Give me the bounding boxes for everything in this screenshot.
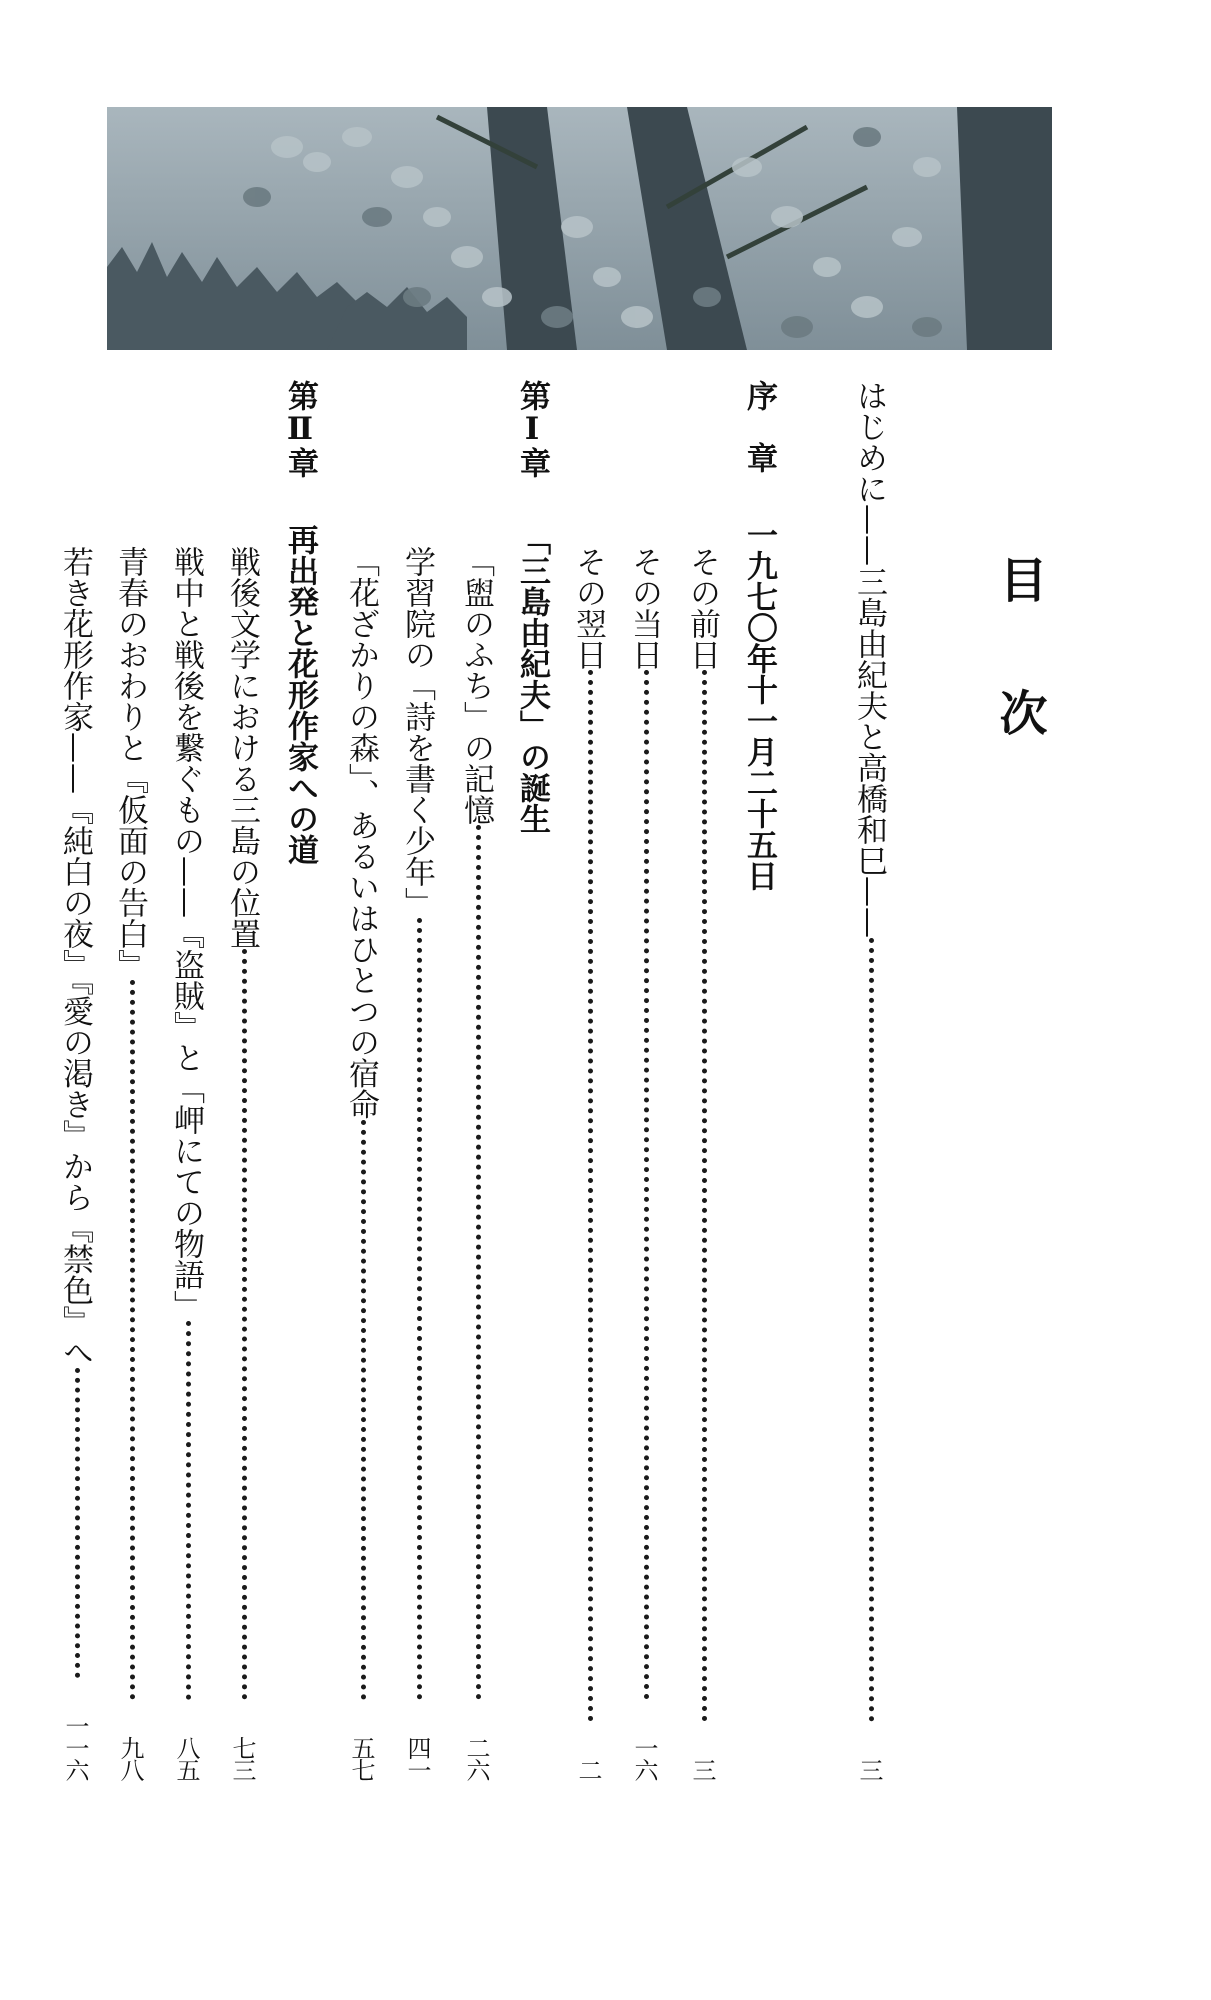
toc-entry-line <box>678 380 726 1780</box>
toc-entry-line <box>620 380 668 1780</box>
page-number: 三 <box>688 1758 716 1780</box>
chapter-number: 第Ⅰ章 <box>514 380 550 478</box>
page-number: 一一六 <box>61 1714 89 1780</box>
dot-leader <box>702 670 707 1722</box>
toc-entry-line <box>106 380 154 1780</box>
toc-entry[interactable] <box>620 380 668 1800</box>
toc-entry <box>276 380 324 1800</box>
dot-leader <box>869 938 874 1722</box>
toc-entry-line <box>162 380 210 1780</box>
toc-entry[interactable] <box>51 380 99 1800</box>
page-number: 三 <box>855 1758 883 1780</box>
section-title: その当日 <box>626 546 662 670</box>
dot-leader <box>644 670 649 1700</box>
section-title: その前日 <box>684 546 720 670</box>
toc-entry-line <box>51 380 99 1780</box>
dot-leader <box>588 670 593 1722</box>
toc-entry-line <box>452 380 500 1780</box>
section-title: その翌日 <box>570 546 606 670</box>
section-title: 青春のおわりと『仮面の告白』 <box>112 546 148 980</box>
page-number: 七三 <box>228 1736 256 1780</box>
toc-entry-line <box>845 380 893 1780</box>
toc-entry-line <box>393 380 441 1780</box>
dot-leader <box>361 1120 366 1701</box>
section-title: 戦後文学における三島の位置 <box>224 546 260 949</box>
toc-entry-line <box>564 380 612 1780</box>
page-number: 四一 <box>403 1736 431 1780</box>
toc-entry-line <box>735 380 783 1780</box>
dot-leader <box>476 825 481 1700</box>
section-title: 学習院の「詩を書く少年」 <box>399 546 435 918</box>
toc-entry-line <box>276 380 324 1780</box>
toc-entry <box>508 380 556 1800</box>
chapter-title: 再出発と花形作家への道 <box>282 524 318 865</box>
toc-entry-line <box>508 380 556 1780</box>
dot-leader <box>130 980 135 1700</box>
page-number: 二 <box>574 1758 602 1780</box>
dot-leader <box>417 918 422 1700</box>
section-title: 「花ざかりの森」、あるいはひとつの宿命 <box>343 546 379 1120</box>
chapter-title: 「三島由紀夫」の誕生 <box>514 524 550 834</box>
toc-entry[interactable] <box>678 380 726 1800</box>
section-title: 戦中と戦後を繋ぐもの——『盗賊』と「岬にての物語」 <box>168 546 204 1321</box>
page-title: 目 次 <box>991 555 1047 770</box>
toc-entry-line <box>218 380 266 1780</box>
toc-entry[interactable] <box>162 380 210 1800</box>
page-number: 九八 <box>116 1736 144 1780</box>
dot-leader <box>242 949 247 1700</box>
toc-entry[interactable] <box>337 380 385 1800</box>
toc-entry[interactable] <box>106 380 154 1800</box>
section-title: はじめに——三島由紀夫と高橋和巳—— <box>851 380 887 938</box>
dot-leader <box>75 1368 80 1679</box>
toc-entry[interactable] <box>452 380 500 1800</box>
page-number: 五七 <box>347 1736 375 1780</box>
toc-entry <box>735 380 783 1800</box>
chapter-number: 序 章 <box>741 380 777 473</box>
page-number: 二六 <box>462 1736 490 1780</box>
section-title: 「盥のふち」の記憶 <box>458 546 494 825</box>
section-title: 若き花形作家——『純白の夜』『愛の渇き』から『禁色』へ <box>57 546 93 1368</box>
dot-leader <box>186 1321 191 1700</box>
page-number: 八五 <box>172 1736 200 1780</box>
chapter-title: 一九七〇年十一月二十五日 <box>741 519 777 891</box>
toc-entry-line <box>337 380 385 1780</box>
toc-entry[interactable] <box>393 380 441 1800</box>
toc-entry[interactable] <box>218 380 266 1800</box>
page-number: 一六 <box>630 1736 658 1780</box>
toc-entry[interactable] <box>845 380 893 1800</box>
header-illustration <box>107 107 1052 350</box>
chapter-number: 第Ⅱ章 <box>282 380 318 478</box>
toc-entry[interactable] <box>564 380 612 1800</box>
forest-illustration <box>107 107 1052 350</box>
